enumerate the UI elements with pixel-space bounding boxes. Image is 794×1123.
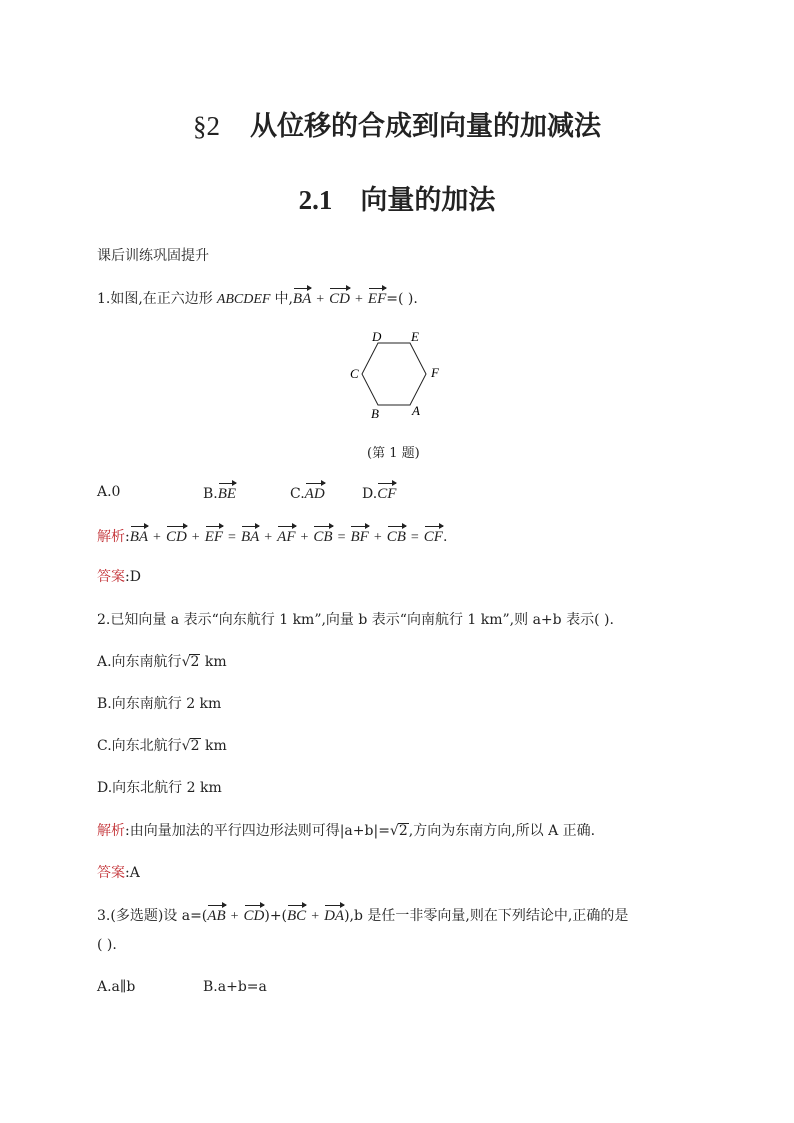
sqrt-radicand: 2 [190, 654, 200, 670]
sqrt-sign: √ [389, 823, 399, 839]
q1-middle: 中, [274, 291, 293, 307]
q2-analysis-text-end: ,方向为东南方向,所以 A 正确. [408, 823, 596, 839]
plus-sign: + [316, 292, 325, 307]
unit: km [200, 738, 227, 754]
answer-label: 答案 [97, 569, 125, 585]
q3-option-b: B.a+b=a [203, 979, 267, 995]
q1-option-d-label: D. [362, 486, 378, 502]
vertex-label-c: C [350, 366, 359, 381]
figure-caption: (第 1 题) [367, 446, 420, 461]
hexagon-outline [362, 343, 426, 405]
vector-term: AF [277, 525, 295, 545]
vector-da: DA [324, 904, 344, 924]
vertex-label-d: D [372, 329, 382, 344]
q2-option-c [97, 736, 227, 756]
subsection-number: 2.1 [298, 185, 333, 215]
vector-term: BA [241, 525, 259, 545]
plus-sign: + [230, 909, 239, 924]
answer-value: :D [125, 569, 141, 585]
q2-analysis-text: :由向量加法的平行四边形法则可得|a+b|= [125, 823, 390, 839]
subsection-title: 向量的加法 [360, 185, 496, 216]
q1-suffix: =( ). [386, 291, 418, 307]
section-heading [0, 104, 794, 143]
vector-term: EF [205, 525, 223, 545]
period: . [442, 529, 448, 545]
unit: km [200, 654, 227, 670]
q2-option-a [97, 652, 227, 672]
q2-answer [97, 863, 140, 883]
q1-analysis [97, 525, 447, 548]
q1-option-a-label: A.0 [97, 484, 121, 500]
sqrt-sign: √ [181, 738, 191, 754]
vertex-label-b: B [371, 406, 379, 421]
section-number: §2 [193, 111, 220, 141]
section-title: 从位移的合成到向量的加减法 [250, 111, 601, 142]
answer-value: :A [125, 865, 140, 881]
vector-term: CB [313, 525, 332, 545]
q1-prefix: 1.如图,在正六边形 [97, 291, 213, 307]
vector-cd: CD [329, 287, 350, 307]
vector-term: CD [166, 525, 187, 545]
q1-option-b-vector: BE [218, 482, 236, 502]
practice-label: 课后训练巩固提升 [97, 248, 209, 264]
sqrt-sign: √ [181, 654, 191, 670]
q3-stem-suffix: ),b 是任一非零向量,则在下列结论中,正确的是 [344, 908, 629, 924]
vector-ab: AB [207, 904, 225, 924]
q2-option-a-text: A.向东南航行 [97, 654, 182, 670]
plus-sign: + [311, 909, 320, 924]
q1-option-b [203, 482, 236, 504]
q1-option-d [362, 482, 396, 504]
question-1-stem [97, 287, 418, 310]
plus-sign: + [264, 530, 273, 545]
plus-sign: + [373, 530, 382, 545]
q2-option-d: D.向东北航行 2 km [97, 780, 222, 796]
equals-sign: = [410, 530, 419, 545]
q2-option-c-text: C.向东北航行 [97, 738, 182, 754]
vector-bc: BC [287, 904, 306, 924]
q1-option-c [290, 482, 325, 504]
answer-label: 答案 [97, 865, 125, 881]
equals-sign: = [228, 530, 236, 545]
q1-option-d-vector: CF [377, 482, 396, 502]
question-3-stem [97, 904, 628, 927]
plus-sign: + [355, 292, 363, 307]
colon: : [125, 529, 130, 545]
vertex-label-a: A [412, 403, 420, 418]
q3-stem-prefix: 3.(多选题)设 a=( [97, 908, 208, 924]
q3-option-a: A.a∥b [97, 979, 136, 995]
question-3-stem-line2: ( ). [97, 937, 117, 953]
plus-sign: + [153, 530, 161, 545]
vector-term: BA [130, 525, 148, 545]
vector-cd: CD [244, 904, 265, 924]
vector-ef: EF [368, 287, 386, 307]
q1-option-c-label: C. [290, 486, 305, 502]
q2-analysis [97, 821, 595, 841]
q1-option-b-label: B. [203, 486, 218, 502]
analysis-label: 解析 [97, 823, 125, 839]
plus-sign: + [191, 530, 200, 545]
question-2-stem: 2.已知向量 a 表示“向东航行 1 km”,向量 b 表示“向南航行 1 km”,则 a+b 表示( ). [97, 612, 614, 628]
plus-sign: + [300, 530, 309, 545]
vector-term: CF [424, 525, 443, 545]
q1-option-a [97, 482, 120, 502]
equals-sign: = [337, 530, 346, 545]
vertex-label-f: F [431, 365, 439, 380]
subsection-heading [0, 178, 794, 217]
vector-term: BF [350, 525, 368, 545]
analysis-label: 解析 [97, 529, 125, 545]
vector-term: CB [387, 525, 406, 545]
hexagon-figure [340, 326, 450, 422]
vector-ba: BA [293, 287, 311, 307]
q1-answer [97, 567, 141, 587]
q1-option-c-vector: AD [305, 482, 325, 502]
q1-shape-name: ABCDEF [216, 292, 271, 307]
sqrt-radicand: 2 [398, 823, 408, 839]
vertex-label-e: E [411, 329, 419, 344]
sqrt-radicand: 2 [190, 738, 200, 754]
paren: )+( [264, 908, 288, 924]
q2-option-b: B.向东南航行 2 km [97, 696, 222, 712]
